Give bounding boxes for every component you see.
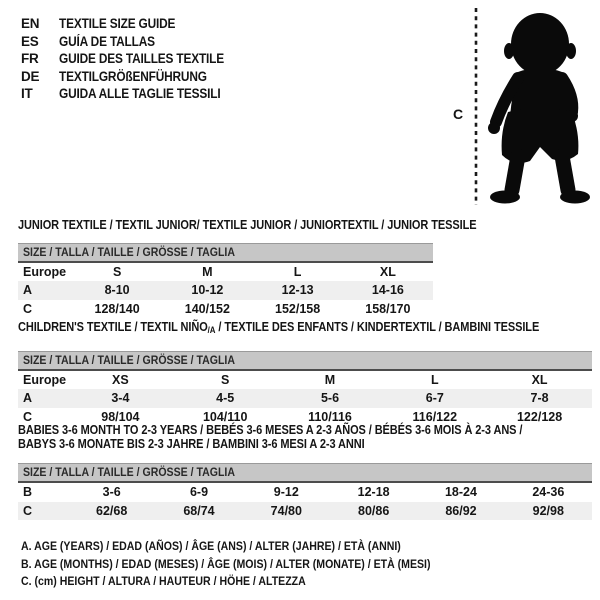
- section-title: CHILDREN'S TEXTILE / TEXTIL $NIÑO_{/A}$ / TEXTILE DES ENFANTS / KINDERTEXTIL / BAMBINI TESSILE: [18, 320, 540, 335]
- value-cell: 6-9: [189, 485, 209, 499]
- value-cell: 122/128: [516, 409, 563, 424]
- value-cell: 158/170: [365, 301, 411, 316]
- value-cell: 4-5: [216, 391, 235, 406]
- col-header: XL: [379, 264, 396, 279]
- value-cell: 12-13: [281, 283, 314, 298]
- value-cell: 140/152: [184, 301, 230, 316]
- value-cell: 98/104: [101, 409, 140, 424]
- section-title-line1: BABIES 3-6 MONTH TO 2-3 YEARS / BEBÉS 3-6 MESES A 2-3 AÑOS / BÉBÉS 3-6 MOIS À 2-3 ANS /: [18, 423, 523, 437]
- footnote-b: B. AGE (MONTHS) / EDAD (MESES) / ÂGE (MOIS) / ALTER (MONATE) / ETÀ (MESI): [21, 556, 431, 571]
- value-cell: 8-10: [104, 283, 130, 298]
- table-row-c: [18, 300, 433, 319]
- footnote-c: C. (cm) HEIGHT / ALTURA / HAUTEUR / HÖHE / ALTEZZA: [21, 574, 306, 589]
- table-row-a: [18, 389, 592, 408]
- table-header-row: [18, 371, 592, 390]
- col-header: L: [430, 372, 439, 387]
- value-cell: 74/80: [270, 503, 302, 518]
- height-marker-label: C: [453, 106, 464, 122]
- value-cell: 5-6: [320, 391, 340, 406]
- col-header: M: [202, 264, 213, 279]
- value-cell: 9-12: [273, 485, 299, 499]
- size-bar: SIZE / TALLA / TAILLE / GRÖSSE / TAGLIA: [18, 351, 592, 371]
- lang-row-es: [21, 33, 247, 51]
- value-cell: 3-6: [102, 485, 121, 499]
- lang-label: GUÍA DE TALLAS: [59, 33, 155, 49]
- value-cell: 62/68: [96, 503, 128, 518]
- lang-code: EN: [21, 16, 40, 31]
- col-header: M: [324, 372, 336, 387]
- lang-label: GUIDE DES TAILLES TEXTILE: [59, 51, 225, 67]
- value-cell: 24-36: [532, 485, 565, 499]
- row-label: C: [23, 301, 33, 316]
- value-cell: 80/86: [358, 503, 390, 518]
- value-cell: 86/92: [445, 503, 477, 518]
- section-title: JUNIOR TEXTILE / TEXTIL JUNIOR/ TEXTILE JUNIOR / JUNIORTEXTIL / JUNIOR TESSILE: [18, 218, 477, 232]
- lang-label: TEXTILGRÖßENFÜHRUNG: [59, 68, 207, 84]
- row-label: C: [23, 409, 33, 424]
- value-cell: 104/110: [202, 409, 248, 424]
- size-bar: SIZE / TALLA / TAILLE / GRÖSSE / TAGLIA: [18, 463, 592, 483]
- value-cell: 14-16: [371, 283, 404, 298]
- lang-label: TEXTILE SIZE GUIDE: [59, 16, 176, 31]
- value-cell: 128/140: [94, 301, 140, 316]
- baby-figure-graphic: [448, 4, 596, 212]
- language-header: [21, 15, 247, 103]
- value-cell: 116/122: [412, 409, 458, 424]
- section-childrens-textile: [18, 321, 592, 426]
- col-header: S: [112, 264, 122, 279]
- size-bar: SIZE / TALLA / TAILLE / GRÖSSE / TAGLIA: [18, 243, 433, 263]
- col-header: XL: [531, 372, 548, 387]
- footnote-a: A. AGE (YEARS) / EDAD (AÑOS) / ÂGE (ANS) / ALTER (JAHRE) / ETÀ (ANNI): [21, 539, 401, 553]
- col-header: Europe: [23, 264, 67, 279]
- col-header: L: [293, 264, 302, 279]
- section-title-line2: BABYS 3-6 MONATE BIS 2-3 JAHRE / BAMBINI 3-6 MESI A 2-3 ANNI: [18, 436, 365, 451]
- row-label: B: [23, 485, 33, 499]
- lang-code: IT: [21, 86, 33, 102]
- lang-row-en: [21, 15, 247, 33]
- value-cell: 18-24: [444, 485, 477, 499]
- row-label: C: [23, 503, 33, 518]
- table-row-b: [18, 483, 592, 502]
- row-label: A: [23, 391, 33, 406]
- lang-code: ES: [21, 33, 39, 49]
- row-label: A: [23, 283, 33, 298]
- table-header-row: [18, 263, 433, 282]
- value-cell: 92/98: [532, 503, 564, 518]
- footnotes: [21, 538, 486, 591]
- lang-code: FR: [21, 51, 39, 67]
- value-cell: 152/158: [275, 301, 321, 316]
- value-cell: 110/116: [308, 409, 352, 424]
- value-cell: 68/74: [183, 503, 215, 518]
- lang-row-de: [21, 68, 247, 86]
- subscript: /A: [207, 325, 216, 335]
- section-junior-textile: [18, 218, 477, 318]
- section-babies-textile: [18, 424, 592, 520]
- table-row-c: [18, 502, 592, 521]
- table-row-a: [18, 281, 433, 300]
- col-header: Europe: [23, 372, 67, 387]
- lang-label: GUIDA ALLE TAGLIE TESSILI: [59, 86, 221, 102]
- value-cell: 12-18: [357, 485, 390, 499]
- value-cell: 3-4: [111, 391, 130, 406]
- lang-row-fr: [21, 50, 247, 68]
- lang-row-it: [21, 85, 247, 103]
- value-cell: 6-7: [425, 391, 444, 406]
- value-cell: 7-8: [530, 391, 549, 406]
- value-cell: 10-12: [191, 283, 224, 298]
- col-header: S: [221, 372, 230, 387]
- lang-code: DE: [21, 68, 40, 84]
- baby-silhouette: [488, 13, 590, 204]
- col-header: XS: [112, 372, 129, 387]
